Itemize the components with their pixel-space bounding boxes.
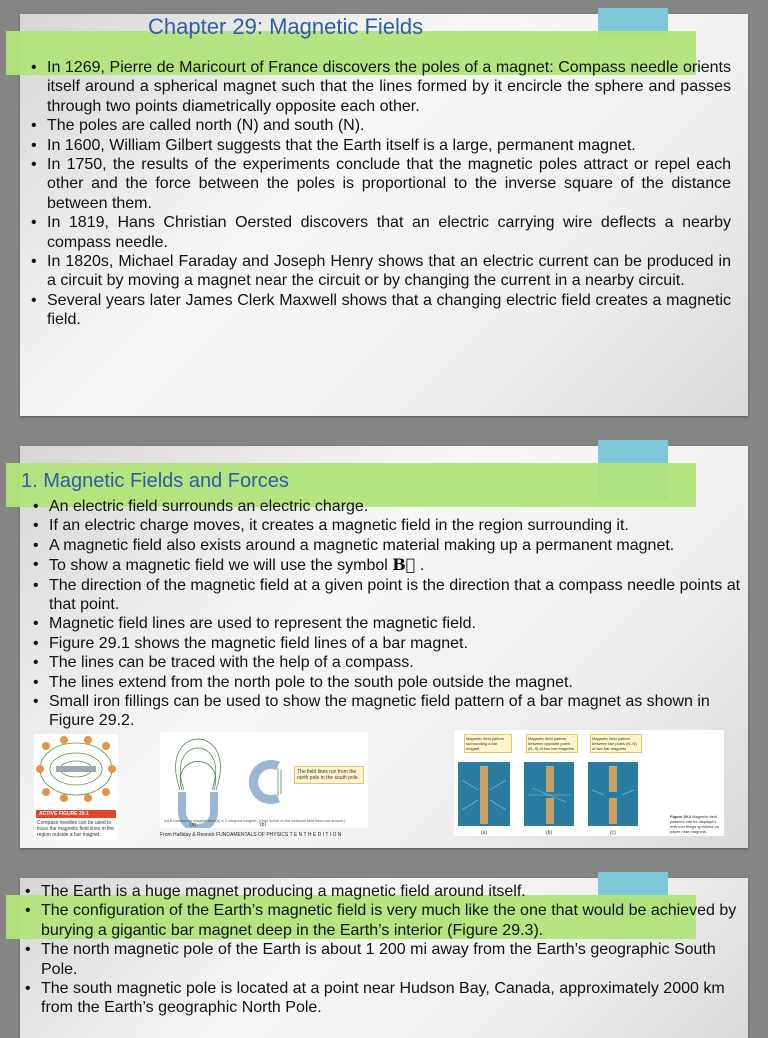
bullet-list — [31, 497, 743, 731]
bullet-list — [23, 882, 743, 1018]
slide-title: Chapter 29: Magnetic Fields — [148, 14, 424, 39]
slide-chapter-29 — [20, 14, 748, 416]
bullet-item: • The north magnetic pole of the Earth is about 1 200 mi away from the Earth’s geographic South Pole. — [23, 940, 743, 979]
bar-magnet-compass-diagram — [34, 734, 118, 804]
figure-callout: The field lines run from the north pole to the south pole. — [294, 766, 364, 784]
filings-label: Magnetic field pattern between opposite poles (N–S) of two bar magnets — [526, 734, 578, 753]
figure-29-1 — [34, 734, 118, 840]
bullet-item: • The lines extend from the north pole to the south pole outside the magnet. — [31, 673, 743, 692]
bullet-item: • In 1820s, Michael Faraday and Joseph Henry shows that an electric current can be produced in a circuit by moving a magnet near the circuit or by changing the current in a nearby circuit. — [29, 252, 731, 291]
bullet-item: • If an electric charge moves, it creates a magnetic field in the region surrounding it. — [31, 516, 743, 535]
figure-caption-text: Magnetic field patterns can be displayed with iron filings sprinkled on paper near magnets. — [670, 814, 719, 834]
figure-29-2 — [454, 730, 724, 836]
bullet-item: • A magnetic field also exists around a magnetic material making up a permanent magnet. — [31, 536, 743, 555]
bullet-item: • Small iron fillings can be used to show the magnetic field pattern of a bar magnet as shown in Figure 29.2. — [31, 692, 743, 731]
figure-caption: (a) A horseshoe magnet and (b) a C-shaped magnet. (Only some of the external field lines are shown.) — [164, 818, 346, 823]
panel-letter: (b) — [546, 830, 553, 836]
panel-label-b: (b) — [260, 822, 267, 828]
panel-letter: (a) — [481, 830, 488, 836]
figure-caption: Compass needles can be used to trace the magnetic field lines in the region outside a bar magnet. — [37, 820, 114, 838]
bullet-item: • In 1750, the results of the experiments conclude that the magnetic poles attract or repel each other and the force between the poles is proportional to the inverse square of the distance between them. — [29, 155, 731, 213]
slide-earth-magnetic-field — [20, 878, 748, 1038]
bullet-item: • Figure 29.1 shows the magnetic field lines of a bar magnet. — [31, 634, 743, 653]
vector-b-symbol: B⃗ — [392, 555, 416, 575]
bullet-item: • The poles are called north (N) and south (N). — [29, 116, 731, 135]
bullet-item: • The direction of the magnetic field at a given point is the direction that a compass needle points at that point. — [31, 576, 743, 615]
bullet-item: • The Earth is a huge magnet producing a magnetic field around itself. — [23, 882, 743, 901]
bullet-item: • Magnetic field lines are used to represent the magnetic field. — [31, 614, 743, 633]
bullet-item: • The south magnetic pole is located at a point near Hudson Bay, Canada, approximately 2000 km from the Earth’s geographic North Pole. — [23, 979, 743, 1018]
panel-letter: (c) — [610, 830, 616, 836]
bullet-item: • In 1600, William Gilbert suggests that the Earth itself is a large, permanent magnet. — [29, 136, 731, 155]
bullet-item: • In 1269, Pierre de Maricourt of France discovers the poles of a magnet: Compass needle orients itself around a spherical magnet such that the lines formed by it encircle the sphere and passes through two points diametrically opposite each other. — [29, 58, 731, 116]
slide-magnetic-fields-forces — [20, 446, 748, 848]
figure-credit: From Halliday & Resnick FUNDAMENTALS OF PHYSICS T E N T H E D I T I O N — [160, 832, 342, 838]
bullet-item: • An electric field surrounds an electric charge. — [31, 497, 743, 516]
bullet-list — [29, 58, 731, 330]
bullet-item: • The configuration of the Earth’s magnetic field is very much like the one that would be achieved by burying a gigantic bar magnet deep in the Earth’s interior (Figure 29.3). — [23, 901, 743, 940]
filings-label: Magnetic field pattern surrounding a bar magnet — [464, 734, 512, 753]
bullet-item: • The lines can be traced with the help of a compass. — [31, 653, 743, 672]
bullet-item: • Several years later James Clerk Maxwell shows that a changing electric field creates a magnetic field. — [29, 291, 731, 330]
panel-label-a: (a) — [190, 822, 197, 828]
bullet-tail: . — [415, 557, 425, 575]
figure-badge: ACTIVE FIGURE 29.1 — [36, 810, 116, 818]
bullet-item — [31, 555, 743, 575]
slide-title: 1. Magnetic Fields and Forces — [21, 470, 289, 492]
bullet-text: To show a magnetic field we will use the symbol — [49, 557, 388, 575]
bullet-item: • In 1819, Hans Christian Oersted discovers that an electric carrying wire deflects a nearby compass needle. — [29, 213, 731, 252]
filings-label: Magnetic field pattern between like poles (N–N) of two bar magnets — [590, 734, 642, 753]
figure-horseshoe-magnets — [160, 732, 368, 844]
figure-caption — [670, 814, 722, 834]
figure-caption-label: Figure 29.2 — [670, 814, 692, 819]
